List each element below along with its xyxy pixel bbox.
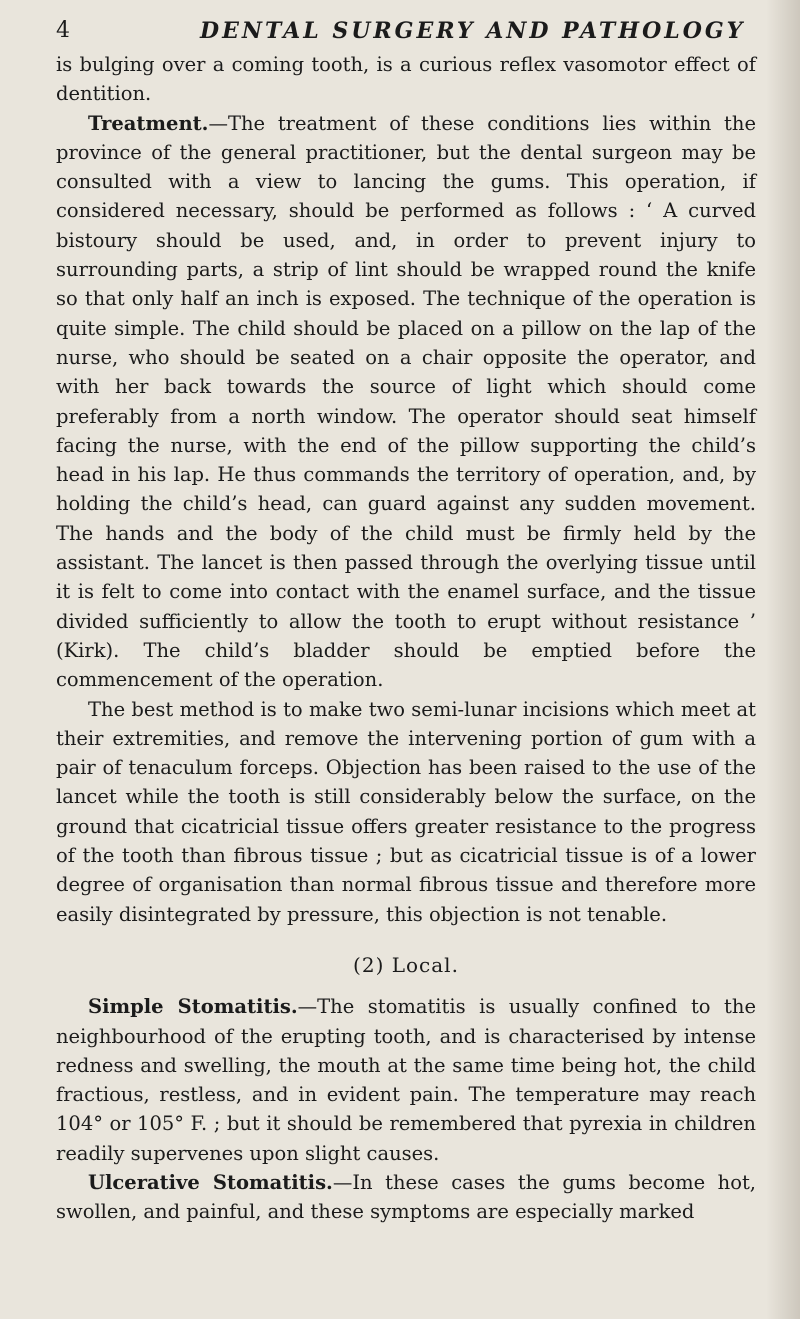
paragraph-text: —The treatment of these conditions lies within the province of the general practitioner, but the dental surgeon may be consulted with a view to lancing the gums. This operation, if considered necessary, should be performed as follows : ‘ A curved bistoury should be used, and, in order to prevent injury to surrounding parts, a strip of lint should be wrapped round the knife so that only half an inch is exposed. The technique of the operation is quite simple. The child should be placed on a pillow on the lap of the nurse, who should be seated on a chair opposite the operator, and with her back towards the source of light which should come preferably from a north window. The operator should seat himself facing the nurse, with the end of the pillow supporting the child’s head in his lap. He thus commands the territory of operation, and, by holding the child’s head, can guard against any sudden movement. The hands and the body of the child must be firmly held by the assistant. The lancet is then passed through the overlying tissue until it is felt to come into contact with the enamel surface, and the tissue divided sufficiently to allow the tooth to erupt without resistance ’ (Kirk). The child’s bladder should be emptied before the commencement of the operation.: [56, 111, 756, 692]
paragraph-text: is bulging over a coming tooth, is a curious reflex vasomotor effect of dentition.: [56, 53, 756, 106]
paragraph-treatment: [56, 109, 756, 695]
paragraph-text: —The stomatitis is usually confined to the neighbourhood of the erupting tooth, and is characterised by intense redness and swelling, the mouth at the same time being hot, the child fractious, restless, and in evident pain. The temperature may reach 104° or 105° F. ; but it should be remembered that pyrexia in children readily supervenes upon slight causes.: [56, 995, 756, 1165]
paragraph-simple-stomatitis: [56, 992, 756, 1168]
page-edge-shadow: [766, 0, 800, 1319]
run-in-heading: Treatment.: [88, 111, 209, 135]
paragraph-text: —In these cases the gums become hot, swollen, and painful, and these symptoms are especially marked: [56, 1170, 756, 1224]
page-header: [56, 18, 746, 44]
body-text: [56, 50, 756, 1227]
paragraph-method: [56, 695, 756, 929]
running-head: DENTAL SURGERY AND PATHOLOGY: [200, 18, 746, 44]
run-in-heading: Simple Stomatitis.: [88, 995, 298, 1019]
section-heading: (2) Local.: [353, 952, 459, 977]
paragraph-ulcerative-stomatitis: [56, 1168, 756, 1227]
page-number: 4: [56, 18, 72, 43]
run-in-heading: Ulcerative Stomatitis.: [88, 1170, 333, 1194]
paragraph-text: The best method is to make two semi-lunar incisions which meet at their extremities, and remove the intervening portion of gum with a pair of tenaculum forceps. Objection has been raised to the use of the lancet while the tooth is still considerably below the surface, on the ground that cicatricial tissue offers greater resistance to the progress of the tooth than fibrous tissue ; but as cicatricial tissue is of a lower degree of organisation than normal fibrous tissue and therefore more easily disintegrated by pressure, this objection is not tenable.: [56, 697, 756, 926]
paragraph-continuation: [56, 50, 756, 109]
